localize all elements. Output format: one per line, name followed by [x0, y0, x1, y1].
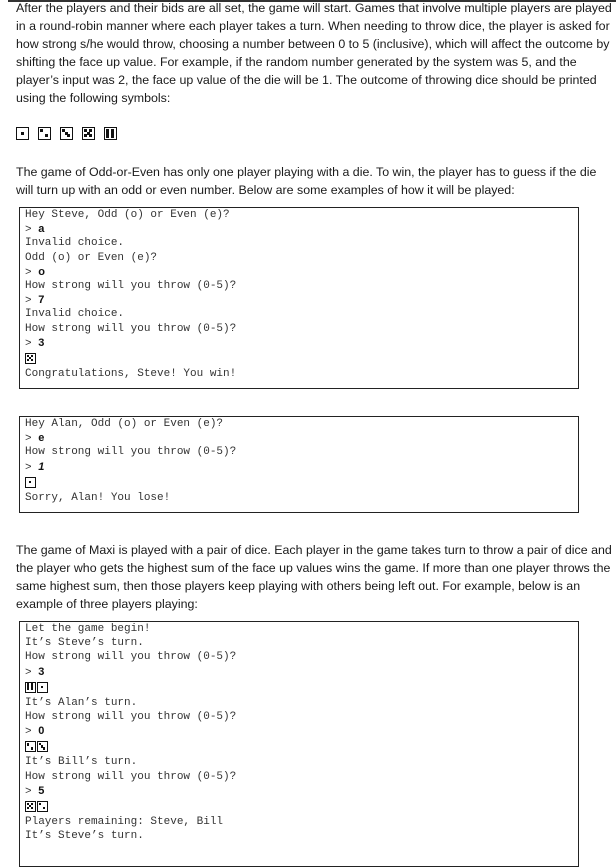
user-input-value: e	[38, 432, 45, 445]
console-input-line	[25, 431, 578, 445]
console-output-line: Players remaining: Steve, Bill	[25, 815, 224, 828]
console-output-line: Sorry, Alan! You lose!	[25, 491, 171, 504]
prompt-symbol: >	[25, 295, 39, 308]
user-input-value: 1	[38, 460, 45, 473]
die-face-3-icon	[60, 127, 73, 140]
user-input-value: 3	[38, 336, 45, 349]
die-face-2-icon	[37, 801, 48, 812]
prompt-symbol: >	[25, 726, 39, 739]
die-pip	[27, 688, 30, 691]
console-input-line	[25, 724, 578, 738]
console-input-line	[25, 222, 578, 236]
console-output-line: Odd (o) or Even (e)?	[25, 251, 158, 264]
die-pip	[41, 686, 44, 689]
user-input-value: 0	[38, 725, 45, 738]
console-output-line: Invalid choice.	[25, 237, 125, 250]
intro-paragraph: After the players and their bids are all set, the game will start. Games that involve multiple players are played in a round-robin manner where each player takes a turn. When needing to throw dice, the player is asked for how strong s/he would throw, choosing a number between 0 to 5 (inclusive), which will affect the outcome by shifting the face up value. For example, if the random number generated by the system was 5, and the player’s input was 2, the face up value of the die will be 1. The outcome of throwing dice should be printed using the following symbols:	[16, 1, 612, 105]
console-output-line: It’s Steve’s turn.	[25, 637, 144, 650]
die-pip	[40, 129, 43, 132]
die-face-6-icon	[104, 127, 117, 140]
console-input-line	[25, 460, 578, 474]
console-example-maxi	[19, 621, 579, 867]
prompt-symbol: >	[25, 433, 39, 446]
console-output-line: It’s Bill’s turn.	[25, 756, 138, 769]
console-output-line: Congratulations, Steve! You win!	[25, 367, 237, 380]
die-face-2-icon	[38, 127, 51, 140]
prompt-symbol: >	[25, 224, 39, 237]
die-pip	[29, 481, 32, 484]
die-face-1-icon	[37, 682, 48, 693]
console-dice-result	[25, 474, 578, 491]
console-example-odd-even-lose	[19, 416, 579, 513]
console-output-line: It’s Steve’s turn.	[25, 830, 144, 843]
console-output-line: How strong will you throw (0-5)?	[25, 279, 237, 292]
console-input-line	[25, 265, 578, 279]
console-output-line: Hey Steve, Odd (o) or Even (e)?	[25, 209, 230, 221]
die-pip	[43, 747, 46, 750]
user-input-value: a	[38, 223, 45, 236]
die-pip	[45, 134, 48, 137]
die-pip	[106, 135, 109, 138]
die-pip	[31, 807, 34, 810]
die-pip	[89, 134, 92, 137]
console-output-line: Let the game begin!	[25, 623, 151, 635]
console-example-odd-even-win	[19, 207, 579, 389]
prompt-symbol: >	[25, 461, 39, 474]
console-dice-result	[25, 350, 578, 367]
user-input-value: 5	[38, 784, 45, 797]
console-output-line: How strong will you throw (0-5)?	[25, 322, 237, 335]
die-pip	[21, 132, 24, 135]
console-input-line	[25, 665, 578, 679]
odd-even-paragraph: The game of Odd-or-Even has only one player playing with a die. To win, the player has to guess if the die will turn up with an odd or even number. Below are some examples of how it will be played:	[16, 165, 597, 197]
prompt-symbol: >	[25, 666, 39, 679]
dice-symbols-row	[16, 127, 117, 140]
die-pip	[84, 134, 87, 137]
die-face-6-icon	[25, 682, 36, 693]
die-pip	[27, 807, 30, 810]
die-face-1-icon	[16, 127, 29, 140]
die-face-1-icon	[25, 477, 36, 488]
die-pip	[67, 134, 70, 137]
console-output-line: How strong will you throw (0-5)?	[25, 651, 237, 664]
console-output-line: Invalid choice.	[25, 308, 125, 321]
die-pip	[31, 747, 34, 750]
die-pip	[31, 688, 34, 691]
console-dice-result	[25, 679, 578, 696]
console-output-line: How strong will you throw (0-5)?	[25, 710, 237, 723]
console-input-line	[25, 784, 578, 798]
die-face-3-icon	[37, 741, 48, 752]
die-face-5-icon	[25, 353, 36, 364]
console-input-line	[25, 293, 578, 307]
die-face-5-icon	[82, 127, 95, 140]
die-face-2-icon	[25, 741, 36, 752]
die-pip	[43, 807, 46, 810]
console-output-line: How strong will you throw (0-5)?	[25, 770, 237, 783]
die-pip	[27, 359, 30, 362]
user-input-value: 3	[38, 665, 45, 678]
die-face-5-icon	[25, 801, 36, 812]
prompt-symbol: >	[25, 266, 39, 279]
prompt-symbol: >	[25, 337, 39, 350]
user-input-value: o	[38, 265, 45, 278]
console-input-line	[25, 336, 578, 350]
maxi-paragraph: The game of Maxi is played with a pair of dice. Each player in the game takes turn to throw a pair of dice and the player who gets the highest sum of the face up values wins the game. If more than one player throws the same highest sum, then those players keep playing with others being left out. For example, below is an example of three players playing:	[16, 543, 612, 611]
die-pip	[27, 743, 30, 746]
die-pip	[39, 803, 42, 806]
console-output-line: Hey Alan, Odd (o) or Even (e)?	[25, 418, 224, 430]
user-input-value: 7	[38, 294, 45, 307]
console-dice-result	[25, 798, 578, 815]
prompt-symbol: >	[25, 785, 39, 798]
console-output-line: How strong will you throw (0-5)?	[25, 446, 237, 459]
die-pip	[31, 359, 34, 362]
console-output-line: It’s Alan’s turn.	[25, 696, 138, 709]
die-pip	[111, 135, 114, 138]
console-dice-result	[25, 738, 578, 755]
